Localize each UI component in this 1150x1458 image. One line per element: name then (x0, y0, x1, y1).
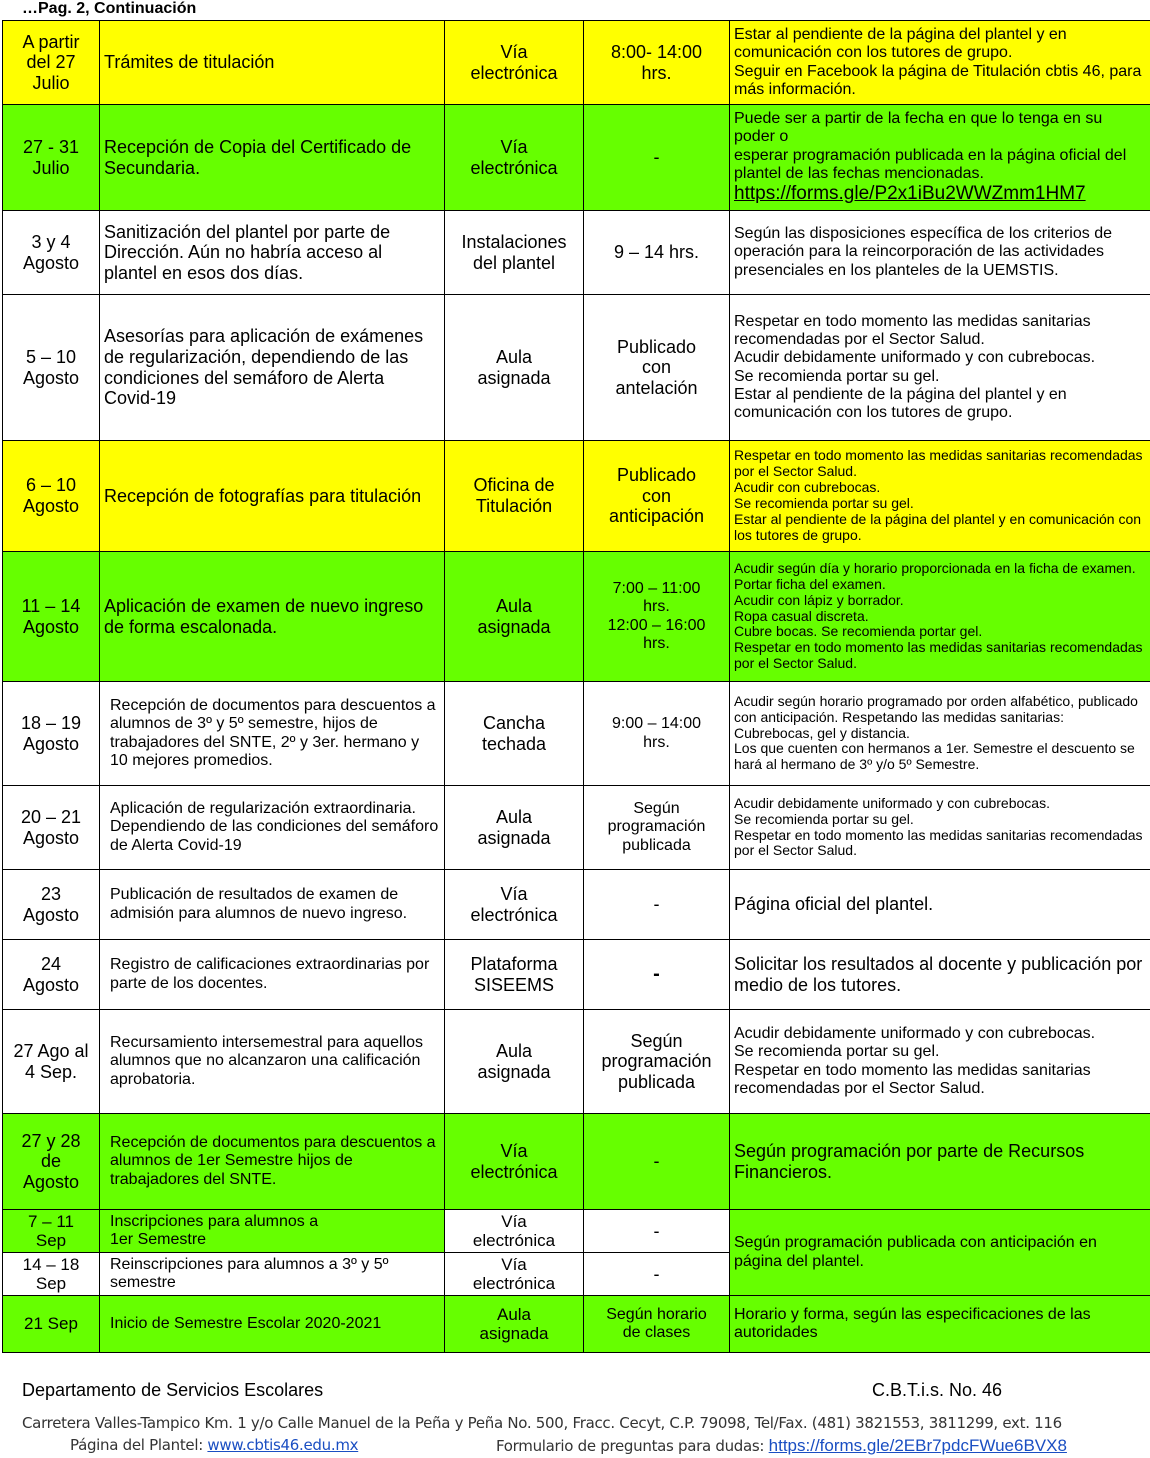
table-row (3, 1010, 1150, 1114)
place-cell: Aula asignada (445, 1296, 584, 1353)
schedule-table (2, 20, 1150, 1353)
notes-cell: Respetar en todo momento las medidas sanitarias recomendadas por el Sector Salud. Acudir debidamente uniformado y con cubrebocas. Se recomienda portar su gel. Estar al pendiente de la página del plantel y en comunicación con los tutores de grupo. (730, 295, 1150, 441)
table-row (3, 552, 1150, 682)
activity-cell: Sanitización del plantel por parte de Dirección. Aún no habría acceso al plantel en esos dos días. (100, 211, 445, 295)
place-cell: Vía electrónica (445, 1114, 584, 1210)
date-cell: A partir del 27 Julio (3, 21, 100, 105)
notes-cell: Página oficial del plantel. (730, 870, 1150, 940)
place-cell: Cancha techada (445, 682, 584, 786)
activity-cell: Recepción de documentos para descuentos a alumnos de 1er Semestre hijos de trabajadores del SNTE. (100, 1114, 445, 1210)
table-row (3, 1114, 1150, 1210)
place-cell: Oficina de Titulación (445, 441, 584, 552)
date-cell: 27 Ago al 4 Sep. (3, 1010, 100, 1114)
notes-cell: Acudir según día y horario proporcionada en la ficha de examen. Portar ficha del examen. Acudir con lápiz y borrador. Ropa casual discreta. Cubre bocas. Se recomienda portar gel. Respetar en todo momento las medidas sanitarias recomendadas por el Sector Salud. (730, 552, 1150, 682)
table-row (3, 682, 1150, 786)
time-cell: 7:00 – 11:00 hrs. 12:00 – 16:00 hrs. (584, 552, 730, 682)
table-row (3, 940, 1150, 1010)
certificate-form-link[interactable]: https://forms.gle/P2x1iBu2WWZmm1HM7 (734, 183, 1086, 205)
place-cell: Aula asignada (445, 295, 584, 441)
table-row (3, 295, 1150, 441)
activity-cell: Inscripciones para alumnos a 1er Semestre (100, 1210, 445, 1253)
table-row (3, 441, 1150, 552)
notes-cell: Acudir según horario programado por orden alfabético, publicado con anticipación. Respetando las medidas sanitarias: Cubrebocas, gel y distancia. Los que cuenten con hermanos a 1er. Semestre el descuento se hará al hermano de 3º y/o 5º Semestre. (730, 682, 1150, 786)
activity-cell: Registro de calificaciones extraordinarias por parte de los docentes. (100, 940, 445, 1010)
activity-cell: Aplicación de examen de nuevo ingreso de forma escalonada. (100, 552, 445, 682)
table-row (3, 870, 1150, 940)
place-cell: Vía electrónica (445, 105, 584, 211)
place-cell: Vía electrónica (445, 870, 584, 940)
notes-cell: Acudir debidamente uniformado y con cubrebocas. Se recomienda portar su gel. Respetar en todo momento las medidas sanitarias recomendadas por el Sector Salud. (730, 786, 1150, 870)
place-cell: Vía electrónica (445, 21, 584, 105)
activity-cell: Trámites de titulación (100, 21, 445, 105)
questions-form-link[interactable]: https://forms.gle/2EBr7pdcFWue6BVX8 (768, 1436, 1067, 1455)
time-cell: - (584, 1114, 730, 1210)
page-header: …Pag. 2, Continuación (22, 0, 197, 17)
time-cell: - (584, 870, 730, 940)
activity-cell: Aplicación de regularización extraordinaria. Dependiendo de las condiciones del semáforo de Alerta Covid-19 (100, 786, 445, 870)
activity-cell: Recepción de documentos para descuentos a alumnos de 3º y 5º semestre, hijos de trabajadores del SNTE, 2º y 3er. hermano y 10 mejores promedios. (100, 682, 445, 786)
time-cell: - (584, 940, 730, 1010)
form-link-group (496, 1436, 1067, 1456)
footer-department: Departamento de Servicios Escolares (22, 1380, 324, 1400)
table-row (3, 211, 1150, 295)
notes-cell: Solicitar los resultados al docente y publicación por medio de los tutores. (730, 940, 1150, 1010)
time-cell: - (584, 1253, 730, 1296)
activity-cell: Recepción de Copia del Certificado de Secundaria. (100, 105, 445, 211)
site-link[interactable]: www.cbtis46.edu.mx (207, 1436, 359, 1454)
activity-cell: Inicio de Semestre Escolar 2020-2021 (100, 1296, 445, 1353)
date-cell: 11 – 14 Agosto (3, 552, 100, 682)
time-cell: Según programación publicada (584, 1010, 730, 1114)
date-cell: 24 Agosto (3, 940, 100, 1010)
notes-cell: Respetar en todo momento las medidas sanitarias recomendadas por el Sector Salud. Acudir con cubrebocas. Se recomienda portar su gel. Estar al pendiente de la página del plantel y en comunicación con los tutores de grupo. (730, 441, 1150, 552)
table-row (3, 105, 1150, 211)
date-cell: 27 y 28 de Agosto (3, 1114, 100, 1210)
notes-cell: Acudir debidamente uniformado y con cubrebocas. Se recomienda portar su gel. Respetar en todo momento las medidas sanitarias recomendadas por el Sector Salud. (730, 1010, 1150, 1114)
place-cell: Aula asignada (445, 552, 584, 682)
date-cell: 18 – 19 Agosto (3, 682, 100, 786)
activity-cell: Recepción de fotografías para titulación (100, 441, 445, 552)
date-cell: 20 – 21 Agosto (3, 786, 100, 870)
activity-cell: Asesorías para aplicación de exámenes de regularización, dependiendo de las condiciones del semáforo de Alerta Covid-19 (100, 295, 445, 441)
footer-links (70, 1436, 1130, 1454)
footer-address: Carretera Valles-Tampico Km. 1 y/o Calle Manuel de la Peña y Peña No. 500, Fracc. Cecyt, C.P. 79098, Tel/Fax. (481) 3821553, 3811299, ext. 116 (22, 1414, 1062, 1432)
table-row (3, 21, 1150, 105)
notes-cell: Estar al pendiente de la página del plantel y en comunicación con los tutores de grupo. Seguir en Facebook la página de Titulación cbtis 46, para más información. (730, 21, 1150, 105)
date-cell: 27 - 31 Julio (3, 105, 100, 211)
time-cell: Según programación publicada (584, 786, 730, 870)
notes-cell: Según programación por parte de Recursos Financieros. (730, 1114, 1150, 1210)
form-label: Formulario de preguntas para dudas: (496, 1437, 769, 1455)
time-cell: - (584, 1210, 730, 1253)
date-cell: 21 Sep (3, 1296, 100, 1353)
activity-cell: Publicación de resultados de examen de admisión para alumnos de nuevo ingreso. (100, 870, 445, 940)
place-cell: Aula asignada (445, 1010, 584, 1114)
place-cell: Instalaciones del plantel (445, 211, 584, 295)
activity-cell: Recursamiento intersemestral para aquellos alumnos que no alcanzaron una calificación aprobatoria. (100, 1010, 445, 1114)
place-cell: Vía electrónica (445, 1253, 584, 1296)
place-cell: Plataforma SISEEMS (445, 940, 584, 1010)
date-cell: 7 – 11 Sep (3, 1210, 100, 1253)
date-cell: 14 – 18 Sep (3, 1253, 100, 1296)
notes-text: Puede ser a partir de la fecha en que lo tenga en su poder o esperar programación publicada en la página oficial del plantel de las fechas mencionadas. (734, 110, 1127, 182)
time-cell: Según horario de clases (584, 1296, 730, 1353)
notes-cell: Según programación publicada con anticipación en página del plantel. (730, 1210, 1150, 1296)
activity-cell: Reinscripciones para alumnos a 3º y 5º semestre (100, 1253, 445, 1296)
table-row (3, 786, 1150, 870)
time-cell: - (584, 105, 730, 211)
place-cell: Vía electrónica (445, 1210, 584, 1253)
table-row (3, 1296, 1150, 1353)
site-label: Página del Plantel: (70, 1436, 208, 1454)
date-cell: 5 – 10 Agosto (3, 295, 100, 441)
time-cell: Publicado con anticipación (584, 441, 730, 552)
date-cell: 3 y 4 Agosto (3, 211, 100, 295)
time-cell: 9:00 – 14:00 hrs. (584, 682, 730, 786)
date-cell: 6 – 10 Agosto (3, 441, 100, 552)
notes-cell (730, 105, 1150, 211)
table-row (3, 1210, 1150, 1253)
notes-cell: Horario y forma, según las especificaciones de las autoridades (730, 1296, 1150, 1353)
footer-school-name: C.B.T.i.s. No. 46 (872, 1380, 1003, 1400)
time-cell: 8:00- 14:00 hrs. (584, 21, 730, 105)
notes-cell: Según las disposiciones específica de los criterios de operación para la reincorporación de las actividades presenciales en los planteles de la UEMSTIS. (730, 211, 1150, 295)
time-cell: Publicado con antelación (584, 295, 730, 441)
date-cell: 23 Agosto (3, 870, 100, 940)
place-cell: Aula asignada (445, 786, 584, 870)
time-cell: 9 – 14 hrs. (584, 211, 730, 295)
